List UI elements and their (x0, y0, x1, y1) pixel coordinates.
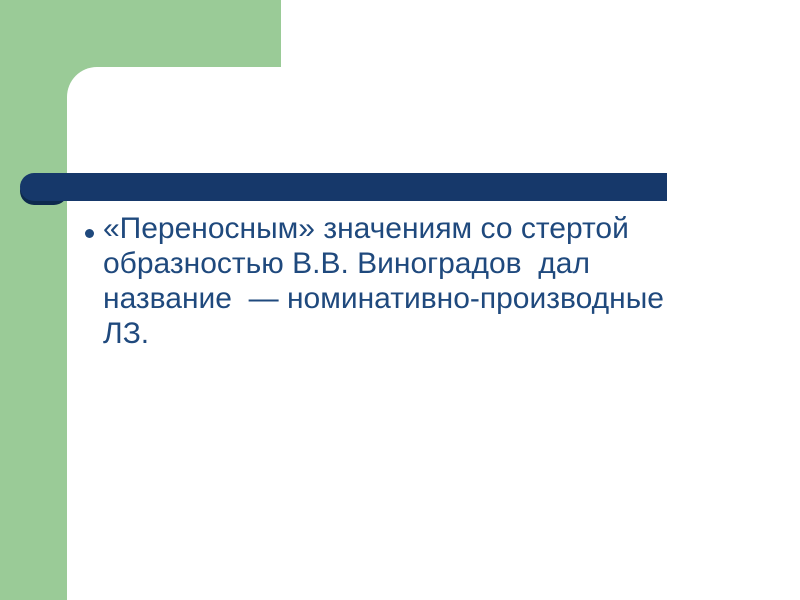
bullet-text-line: название — номинативно-производные (103, 282, 664, 315)
bullet-text-line: «Переносным» значениям со стертой (103, 212, 629, 245)
bullet-item (103, 211, 763, 351)
bullet-icon (85, 229, 94, 238)
bullet-text-line: ЛЗ. (103, 317, 150, 350)
header-bar (20, 173, 667, 201)
bullet-text-line: образностью В.В. Виноградов дал (103, 247, 590, 280)
